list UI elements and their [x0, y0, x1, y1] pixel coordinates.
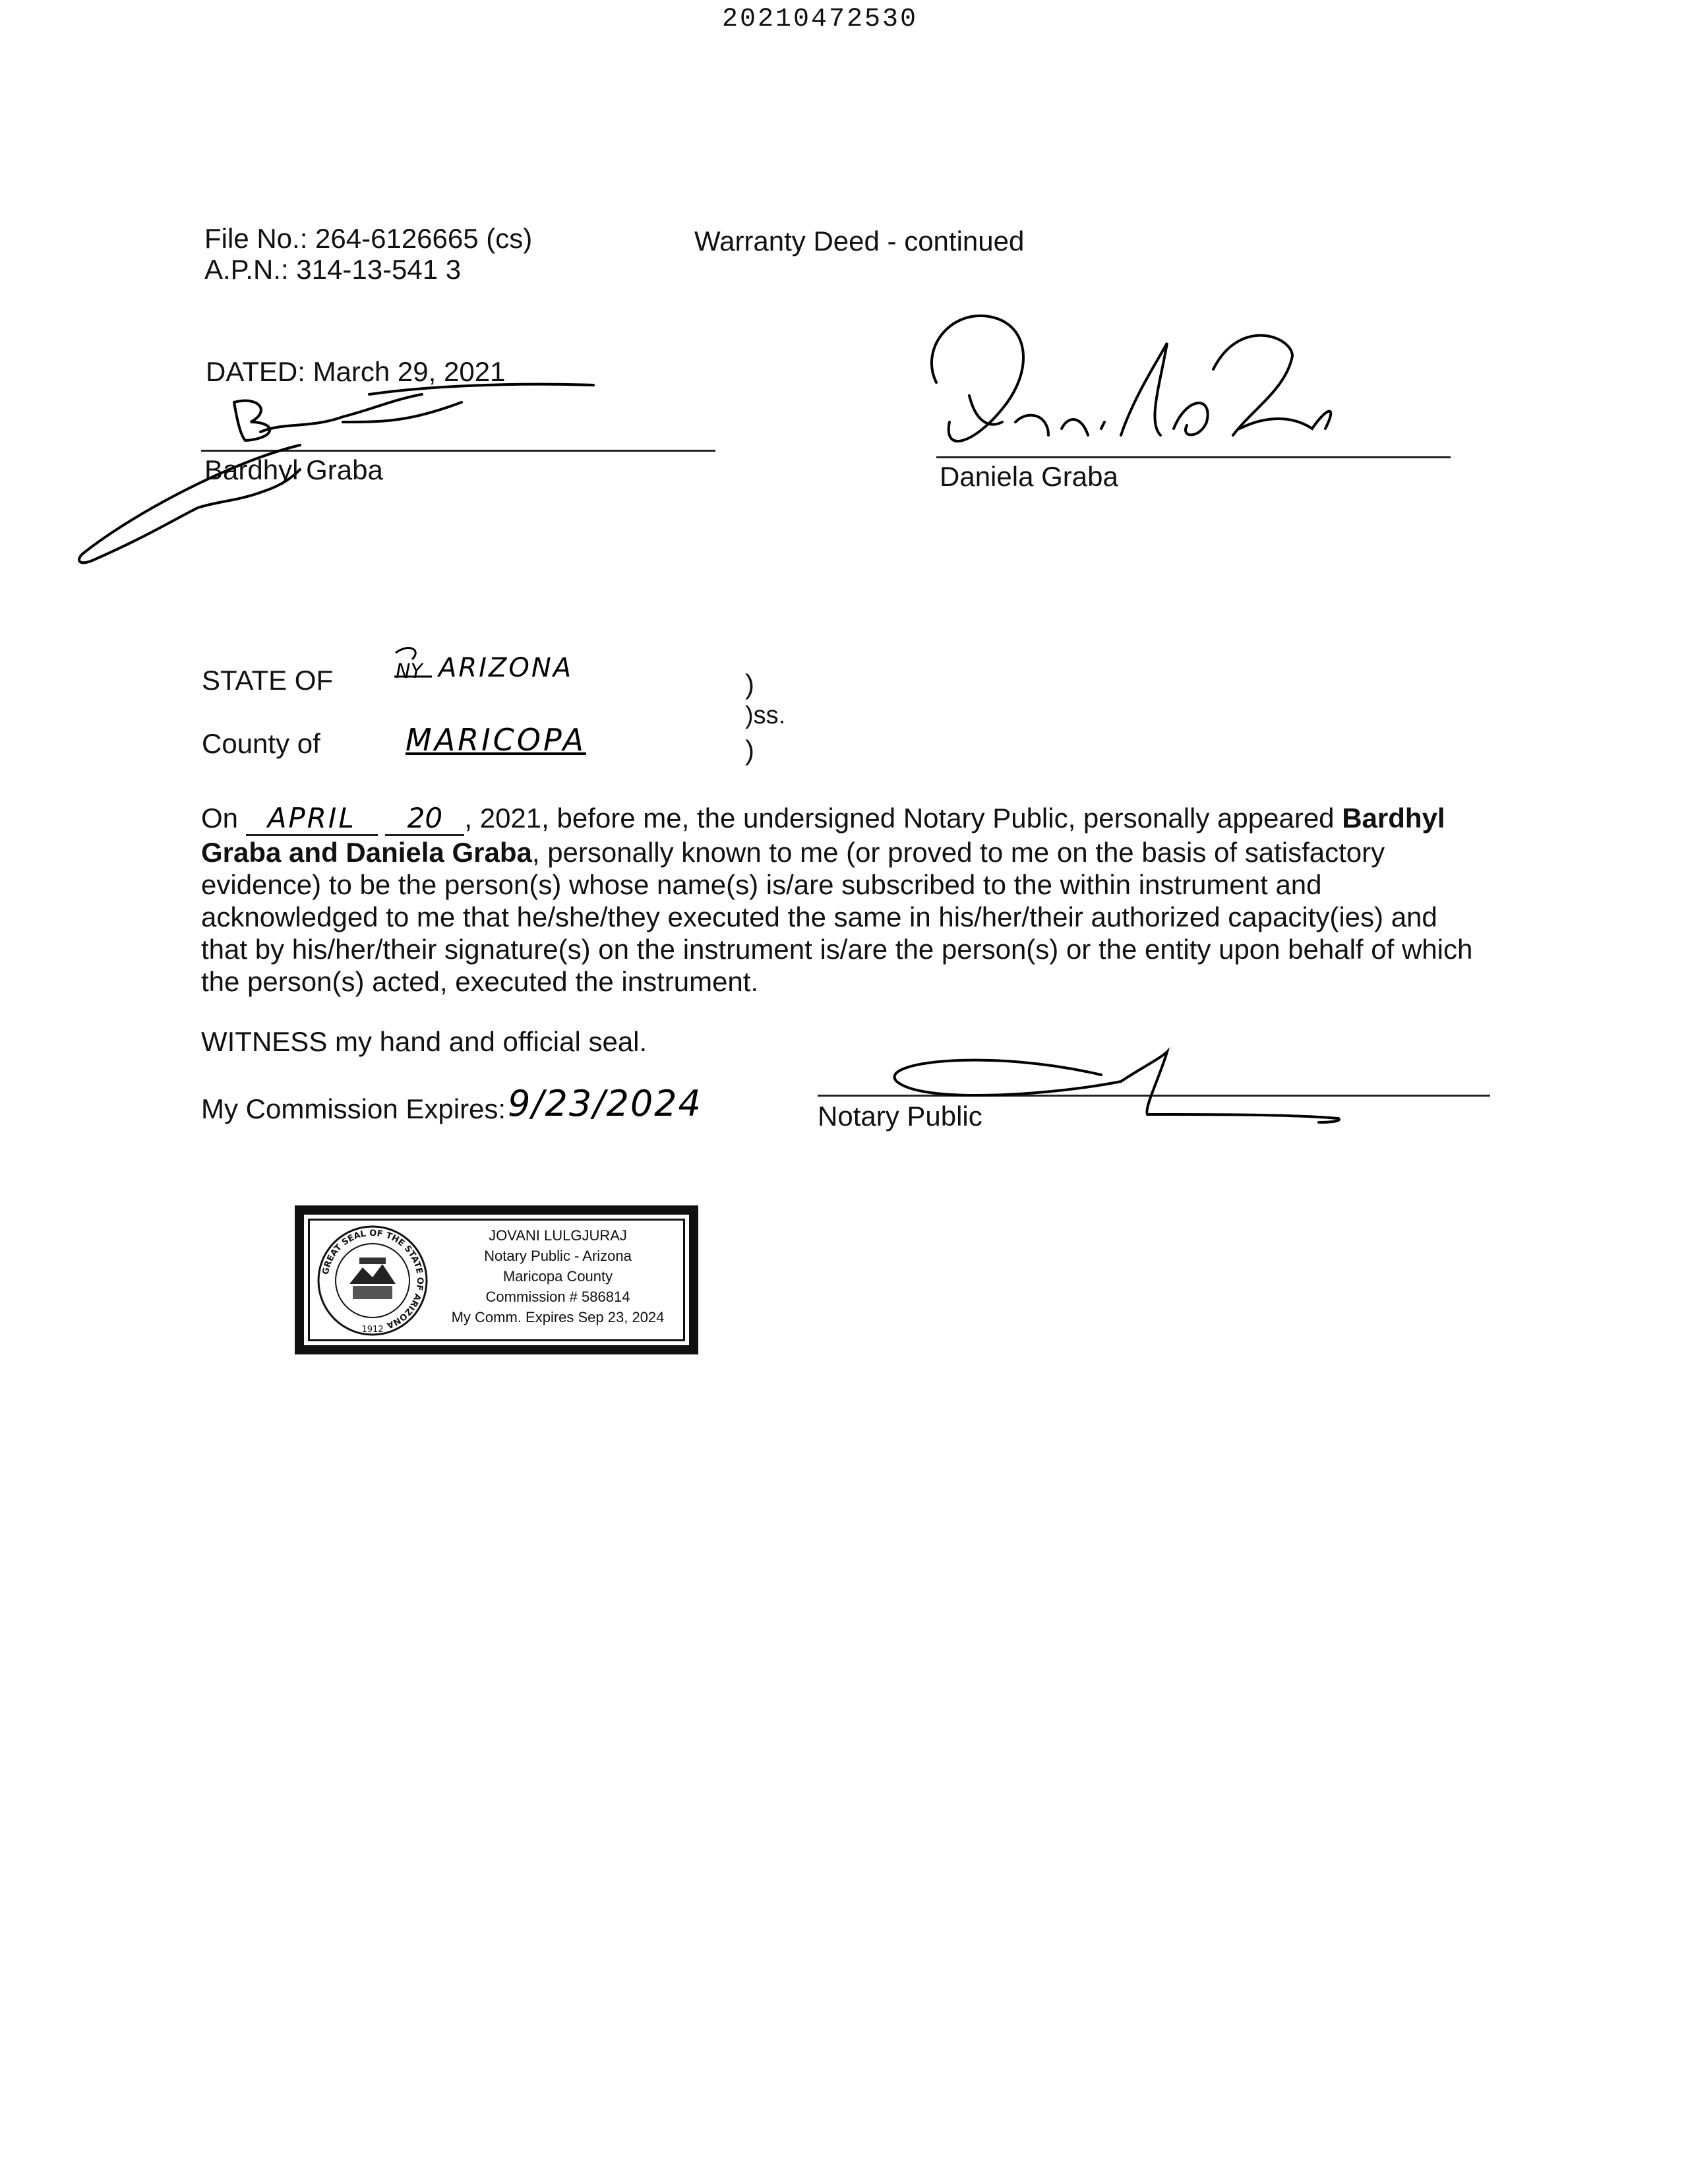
- venue-ss: )ss.: [745, 702, 786, 729]
- ack-year-rest: , 2021, before me, the undersigned Notary Public, personally appeared: [464, 803, 1335, 834]
- stamp-title: Notary Public - Arizona: [484, 1248, 632, 1264]
- notary-public-label: Notary Public: [818, 1101, 982, 1132]
- county-label: County of: [202, 728, 320, 759]
- grantor-1-name: Bardhyl Graba: [204, 454, 383, 485]
- ack-names: Bardhyl Graba and Daniela Graba: [201, 803, 1445, 868]
- document-title: Warranty Deed - continued: [694, 226, 1025, 257]
- seal-ring-text: GREAT SEAL OF THE STATE OF ARIZONA: [320, 1228, 425, 1331]
- ack-on: On: [201, 803, 239, 834]
- grantor-2-name: Daniela Graba: [940, 461, 1118, 492]
- notary-stamp: [295, 1205, 698, 1354]
- state-value: ARIZONA: [438, 653, 574, 683]
- state-label: STATE OF: [202, 665, 334, 696]
- venue-paren-3: ): [745, 735, 754, 766]
- venue-paren-1: ): [745, 669, 754, 700]
- stamp-county: Maricopa County: [502, 1268, 613, 1285]
- ack-month: APRIL: [246, 802, 378, 836]
- commission-label: My Commission Expires:: [201, 1093, 506, 1124]
- stamp-expires: My Comm. Expires Sep 23, 2024: [451, 1309, 665, 1325]
- commission-value: 9/23/2024: [508, 1083, 702, 1124]
- state-correction: [394, 648, 432, 683]
- ack-day: 20: [385, 802, 464, 836]
- stamp-commission-no: Commission # 586814: [485, 1289, 630, 1305]
- county-value: MARICOPA: [406, 722, 586, 758]
- stamp-text: [429, 1225, 686, 1327]
- stamp-notary-name: JOVANI LULGJURAJ: [489, 1227, 627, 1244]
- dated-line: DATED: March 29, 2021: [206, 356, 506, 387]
- witness-line: WITNESS my hand and official seal.: [201, 1026, 648, 1057]
- grantor-1-signature: [79, 384, 593, 563]
- file-number: File No.: 264-6126665 (cs): [204, 223, 533, 254]
- seal-year: 1912: [361, 1325, 384, 1335]
- apn-number: A.P.N.: 314-13-541 3: [204, 254, 462, 285]
- arizona-state-seal: [313, 1221, 432, 1340]
- recording-number: 20210472530: [722, 5, 919, 34]
- grantor-2-signature: [932, 316, 1331, 441]
- ack-body: , personally known to me (or proved to me on the basis of satisfactory evidence) to be the person(s) whose name(s) is/are subscribed to the within instrument and acknowledged to me that he/she/they executed the same in his/her/their authorized capacity(ies) and that by his/her/their signature(s) on the instrument is/are the person(s) or the entity upon behalf of which the person(s) acted, executed the instrument.: [201, 837, 1473, 997]
- svg-text:NY: NY: [396, 660, 423, 683]
- notary-signature: [895, 1052, 1339, 1122]
